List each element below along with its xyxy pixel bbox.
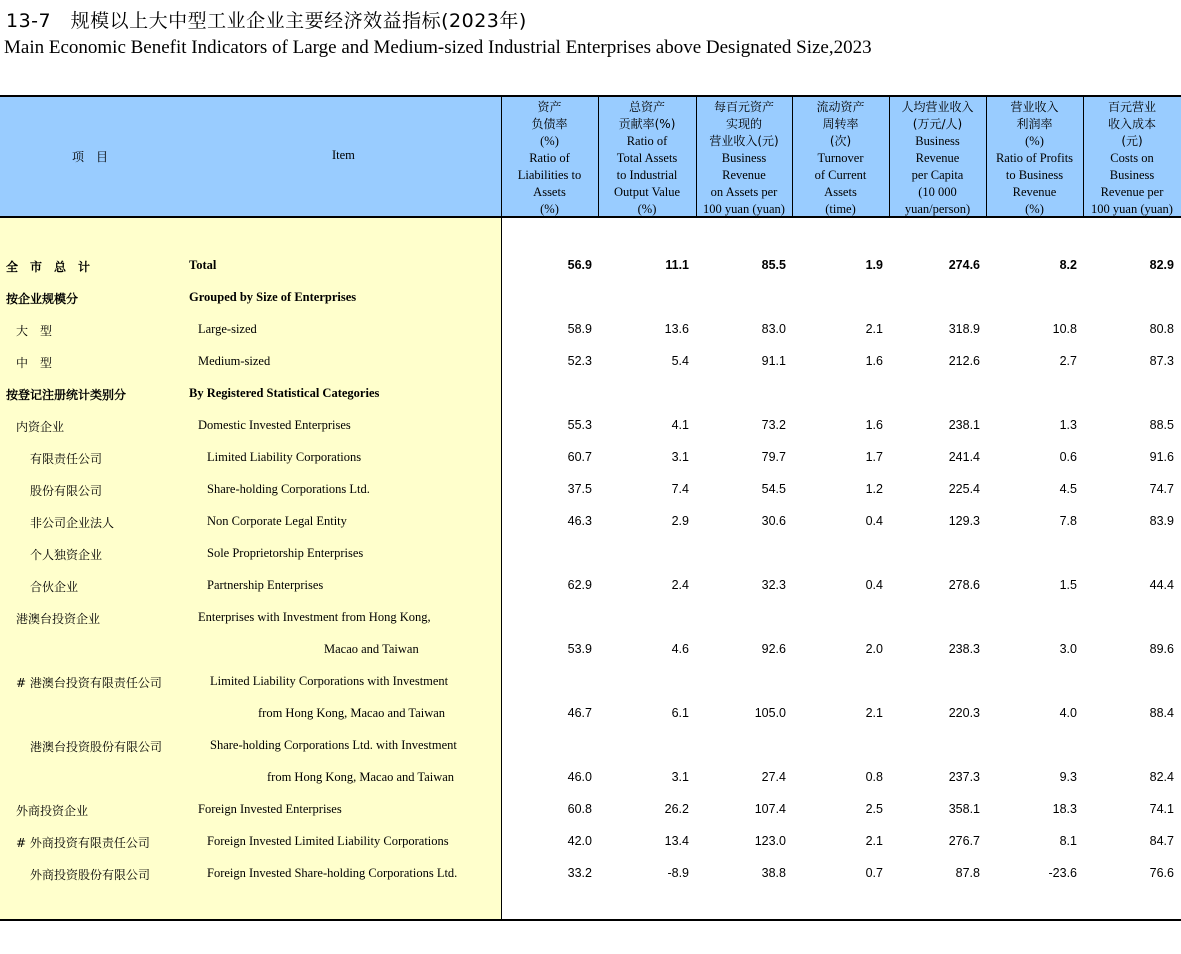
row-value-col-4: 1.6 [865, 418, 883, 432]
header-col-line: (%) [540, 202, 559, 216]
row-label-cn: 全 市 总 计 [6, 260, 91, 274]
row-value-col-4: 1.6 [865, 354, 883, 368]
header-bottom-rule [0, 216, 1181, 218]
row-value-col-3: 123.0 [754, 834, 786, 848]
row-value-col-4: 1.9 [865, 258, 883, 272]
row-value-col-5: 129.3 [948, 514, 980, 528]
column-divider [986, 96, 987, 217]
header-col-line: Business [721, 151, 767, 165]
row-label-en: from Hong Kong, Macao and Taiwan [258, 706, 446, 720]
row-value-col-2: 3.1 [671, 450, 689, 464]
header-col-line: 100 yuan (yuan) [1091, 202, 1173, 216]
row-value-col-7: 88.4 [1149, 706, 1174, 720]
table-row [0, 250, 1181, 282]
row-value-col-6: 7.8 [1059, 514, 1077, 528]
row-value-col-6: 9.3 [1059, 770, 1077, 784]
header-col-line: (万元/人) [912, 117, 963, 131]
header-col-line: Total Assets [616, 151, 678, 165]
bottom-rule [0, 919, 1181, 921]
table-row [0, 538, 1181, 570]
row-value-col-1: 42.0 [567, 834, 592, 848]
row-value-col-6: 1.3 [1059, 418, 1077, 432]
table-row [0, 378, 1181, 410]
header-col-line: Output Value [613, 185, 681, 199]
header-col-line: (%) [540, 134, 559, 148]
header-col-5 [889, 96, 986, 217]
table-row [0, 346, 1181, 378]
row-value-col-7: 84.7 [1149, 834, 1174, 848]
header-col-line: Ratio of [626, 134, 668, 148]
row-label-cn: 中 型 [16, 356, 53, 370]
row-value-col-7: 74.7 [1149, 482, 1174, 496]
row-label-cn: 外商投资企业 [16, 804, 89, 818]
table-row [0, 506, 1181, 538]
row-value-col-1: 60.7 [567, 450, 592, 464]
header-col-line: 人均营业收入 [901, 100, 974, 114]
row-value-col-7: 76.6 [1149, 866, 1174, 880]
row-value-col-3: 83.0 [761, 322, 786, 336]
table-title-en: Main Economic Benefit Indicators of Large and Medium-sized Industrial Enterprises above Designated Size,2023 [4, 37, 872, 58]
table-row [0, 666, 1181, 698]
header-col-line: 资产 [537, 100, 562, 114]
row-value-col-1: 56.9 [567, 258, 592, 272]
header-col-line: per Capita [911, 168, 964, 182]
row-value-col-5: 276.7 [948, 834, 980, 848]
row-label-cn: 有限责任公司 [30, 452, 103, 466]
row-value-col-5: 237.3 [948, 770, 980, 784]
header-col-line: yuan/person) [904, 202, 971, 216]
row-value-col-5: 238.3 [948, 642, 980, 656]
header-col-line: Business [1109, 168, 1155, 182]
header-col-line: Costs on [1110, 151, 1154, 165]
table-row [0, 826, 1181, 858]
column-divider [598, 96, 599, 217]
row-label-en: from Hong Kong, Macao and Taiwan [267, 770, 455, 784]
header-col-3 [696, 96, 792, 217]
table-row [0, 474, 1181, 506]
table-row [0, 570, 1181, 602]
row-label-cn: 按企业规模分 [6, 292, 79, 306]
row-value-col-1: 37.5 [567, 482, 592, 496]
row-value-col-6: 0.6 [1059, 450, 1077, 464]
row-value-col-2: 7.4 [671, 482, 689, 496]
row-label-en: Foreign Invested Limited Liability Corporations [207, 834, 449, 848]
row-value-col-5: 278.6 [948, 578, 980, 592]
header-col-6 [986, 96, 1083, 217]
row-label-cn: 大 型 [16, 324, 53, 338]
row-value-col-6: -23.6 [1048, 866, 1077, 880]
row-label-en: Medium-sized [198, 354, 271, 368]
header-col-line: of Current [814, 168, 867, 182]
row-label-en: Foreign Invested Share-holding Corporations Ltd. [207, 866, 458, 880]
header-col-line: 流动资产 [816, 100, 865, 114]
header-col-line: 每百元资产 [713, 100, 774, 114]
table-row [0, 442, 1181, 474]
row-value-col-1: 52.3 [567, 354, 592, 368]
header-col-1 [501, 96, 598, 217]
row-value-col-2: 2.4 [671, 578, 689, 592]
row-value-col-3: 85.5 [761, 258, 786, 272]
row-label-en: Non Corporate Legal Entity [207, 514, 347, 528]
row-label-cn: 外商投资股份有限公司 [30, 868, 151, 882]
row-value-col-3: 54.5 [761, 482, 786, 496]
row-value-col-5: 358.1 [948, 802, 980, 816]
row-value-col-2: 6.1 [671, 706, 689, 720]
row-value-col-7: 91.6 [1149, 450, 1174, 464]
header-col-line: on Assets per [710, 185, 778, 199]
header-col-line: Revenue [1012, 185, 1057, 199]
row-label-cn: 非公司企业法人 [30, 516, 115, 530]
row-value-col-5: 274.6 [948, 258, 980, 272]
row-value-col-1: 46.0 [567, 770, 592, 784]
column-divider [792, 96, 793, 217]
header-col-2 [598, 96, 696, 217]
header-col-line: 百元营业 [1107, 100, 1156, 114]
row-value-col-3: 105.0 [754, 706, 786, 720]
row-value-col-1: 53.9 [567, 642, 592, 656]
header-col-line: 100 yuan (yuan) [703, 202, 785, 216]
row-value-col-7: 44.4 [1149, 578, 1174, 592]
row-value-col-6: 18.3 [1052, 802, 1077, 816]
header-col-line: Ratio of Profits [995, 151, 1074, 165]
row-label-cn: # 港澳台投资有限责任公司 [16, 676, 162, 690]
row-label-en: Partnership Enterprises [207, 578, 324, 592]
header-col-line: Business [915, 134, 960, 148]
row-label-en: Macao and Taiwan [324, 642, 419, 656]
header-item-cn: 项 目 [72, 150, 109, 164]
row-value-col-3: 30.6 [761, 514, 786, 528]
row-value-col-5: 241.4 [948, 450, 980, 464]
header-col-line: 利润率 [1016, 117, 1053, 131]
row-value-col-7: 74.1 [1149, 802, 1174, 816]
table-row [0, 730, 1181, 762]
row-value-col-6: 10.8 [1052, 322, 1077, 336]
row-value-col-2: 4.6 [671, 642, 689, 656]
header-col-line: Turnover [817, 151, 864, 165]
row-label-en: Sole Proprietorship Enterprises [207, 546, 364, 560]
row-value-col-4: 2.1 [865, 322, 883, 336]
table-row [0, 698, 1181, 730]
row-value-col-6: 3.0 [1059, 642, 1077, 656]
header-col-line: 周转率 [822, 117, 859, 131]
table-title-cn: 13-7 规模以上大中型工业企业主要经济效益指标(2023年) [6, 10, 527, 32]
row-value-col-2: 2.9 [671, 514, 689, 528]
table-row [0, 762, 1181, 794]
row-value-col-1: 58.9 [567, 322, 592, 336]
row-value-col-2: 26.2 [664, 802, 689, 816]
header-col-line: Liabilities to [517, 168, 582, 182]
header-col-line: Revenue [915, 151, 960, 165]
header-col-line: 总资产 [628, 100, 665, 114]
header-col-line: (%) [637, 202, 657, 216]
table-row [0, 410, 1181, 442]
row-value-col-6: 8.2 [1059, 258, 1077, 272]
row-value-col-7: 80.8 [1149, 322, 1174, 336]
row-label-en: Enterprises with Investment from Hong Kong, [198, 610, 431, 624]
row-value-col-3: 38.8 [761, 866, 786, 880]
table-row [0, 314, 1181, 346]
row-label-en: Share-holding Corporations Ltd. [207, 482, 370, 496]
row-label-cn: 合伙企业 [30, 580, 79, 594]
row-value-col-1: 60.8 [567, 802, 592, 816]
row-label-en: Total [189, 258, 217, 272]
table-row [0, 602, 1181, 634]
row-value-col-7: 87.3 [1149, 354, 1174, 368]
row-value-col-1: 33.2 [567, 866, 592, 880]
header-col-line: 贡献率(%) [618, 117, 676, 131]
row-label-en: Limited Liability Corporations [207, 450, 362, 464]
row-value-col-3: 107.4 [754, 802, 786, 816]
row-label-cn: 港澳台投资股份有限公司 [30, 740, 163, 754]
header-col-line: (次) [829, 134, 852, 148]
row-value-col-1: 62.9 [567, 578, 592, 592]
row-value-col-4: 0.7 [865, 866, 883, 880]
header-col-line: 负债率 [531, 117, 568, 131]
row-value-col-2: 13.6 [664, 322, 689, 336]
row-value-col-7: 82.9 [1149, 258, 1174, 272]
row-label-en: Grouped by Size of Enterprises [189, 290, 357, 304]
header-col-line: to Business [1005, 168, 1064, 182]
row-label-cn: 内资企业 [16, 420, 65, 434]
row-label-en: Share-holding Corporations Ltd. with Investment [210, 738, 457, 752]
row-label-en: By Registered Statistical Categories [189, 386, 380, 400]
column-divider [696, 96, 697, 217]
row-value-col-2: 4.1 [671, 418, 689, 432]
header-col-line: Revenue [722, 168, 766, 182]
column-divider [1083, 96, 1084, 217]
table-row [0, 282, 1181, 314]
row-label-cn: 个人独资企业 [30, 548, 103, 562]
header-col-line: 收入成本 [1107, 117, 1156, 131]
header-col-line: 实现的 [725, 117, 762, 131]
header-col-7 [1083, 96, 1181, 217]
header-col-line: (10 000 [918, 185, 957, 199]
column-divider [889, 96, 890, 217]
row-value-col-4: 2.1 [865, 706, 883, 720]
row-value-col-7: 82.4 [1149, 770, 1174, 784]
row-value-col-2: 5.4 [671, 354, 689, 368]
row-value-col-4: 2.5 [865, 802, 883, 816]
header-col-4 [792, 96, 889, 217]
row-value-col-4: 0.8 [865, 770, 883, 784]
header-col-line: 营业收入 [1010, 100, 1059, 114]
header-item-en: Item [332, 148, 355, 162]
row-value-col-7: 88.5 [1149, 418, 1174, 432]
table-row [0, 858, 1181, 890]
row-value-col-5: 238.1 [948, 418, 980, 432]
row-value-col-4: 1.7 [865, 450, 883, 464]
row-value-col-2: 13.4 [664, 834, 689, 848]
row-value-col-3: 32.3 [761, 578, 786, 592]
header-col-line: (time) [825, 202, 856, 216]
row-value-col-3: 91.1 [761, 354, 786, 368]
row-value-col-3: 79.7 [761, 450, 786, 464]
row-value-col-6: 4.5 [1059, 482, 1077, 496]
table-row [0, 634, 1181, 666]
row-label-en: Large-sized [198, 322, 257, 336]
header-col-line: 营业收入(元) [709, 134, 779, 148]
table-row [0, 794, 1181, 826]
row-value-col-1: 46.7 [567, 706, 592, 720]
row-value-col-1: 46.3 [567, 514, 592, 528]
row-value-col-4: 2.1 [865, 834, 883, 848]
row-value-col-4: 0.4 [865, 578, 883, 592]
header-col-line: Assets [533, 185, 566, 199]
row-value-col-4: 2.0 [865, 642, 883, 656]
header-col-line: Revenue per [1100, 185, 1164, 199]
header-col-line: Assets [824, 185, 857, 199]
row-label-cn: 按登记注册统计类别分 [6, 388, 127, 402]
row-label-en: Domestic Invested Enterprises [198, 418, 351, 432]
row-label-cn: 股份有限公司 [30, 484, 103, 498]
row-value-col-3: 73.2 [761, 418, 786, 432]
header-col-line: (元) [1121, 134, 1143, 148]
row-value-col-6: 8.1 [1059, 834, 1077, 848]
row-value-col-1: 55.3 [567, 418, 592, 432]
header-col-line: Ratio of [529, 151, 570, 165]
row-value-col-6: 1.5 [1059, 578, 1077, 592]
row-value-col-2: -8.9 [667, 866, 689, 880]
header-col-line: to Industrial [616, 168, 678, 182]
row-value-col-6: 4.0 [1059, 706, 1077, 720]
row-value-col-6: 2.7 [1059, 354, 1077, 368]
row-label-en: Foreign Invested Enterprises [198, 802, 342, 816]
row-value-col-2: 3.1 [671, 770, 689, 784]
row-value-col-3: 27.4 [761, 770, 786, 784]
row-label-cn: 港澳台投资企业 [16, 612, 101, 626]
top-rule [0, 95, 1181, 97]
header-col-line: (%) [1025, 134, 1044, 148]
row-value-col-4: 0.4 [865, 514, 883, 528]
row-value-col-5: 225.4 [948, 482, 980, 496]
row-value-col-4: 1.2 [865, 482, 883, 496]
header-col-line: (%) [1025, 202, 1044, 216]
row-value-col-7: 89.6 [1149, 642, 1174, 656]
row-value-col-2: 11.1 [665, 258, 689, 272]
row-value-col-5: 220.3 [948, 706, 980, 720]
row-label-cn: # 外商投资有限责任公司 [16, 836, 150, 850]
row-value-col-7: 83.9 [1149, 514, 1174, 528]
row-value-col-5: 87.8 [955, 866, 980, 880]
row-value-col-5: 318.9 [948, 322, 980, 336]
row-value-col-5: 212.6 [948, 354, 980, 368]
row-value-col-3: 92.6 [761, 642, 786, 656]
row-label-en: Limited Liability Corporations with Investment [210, 674, 449, 688]
